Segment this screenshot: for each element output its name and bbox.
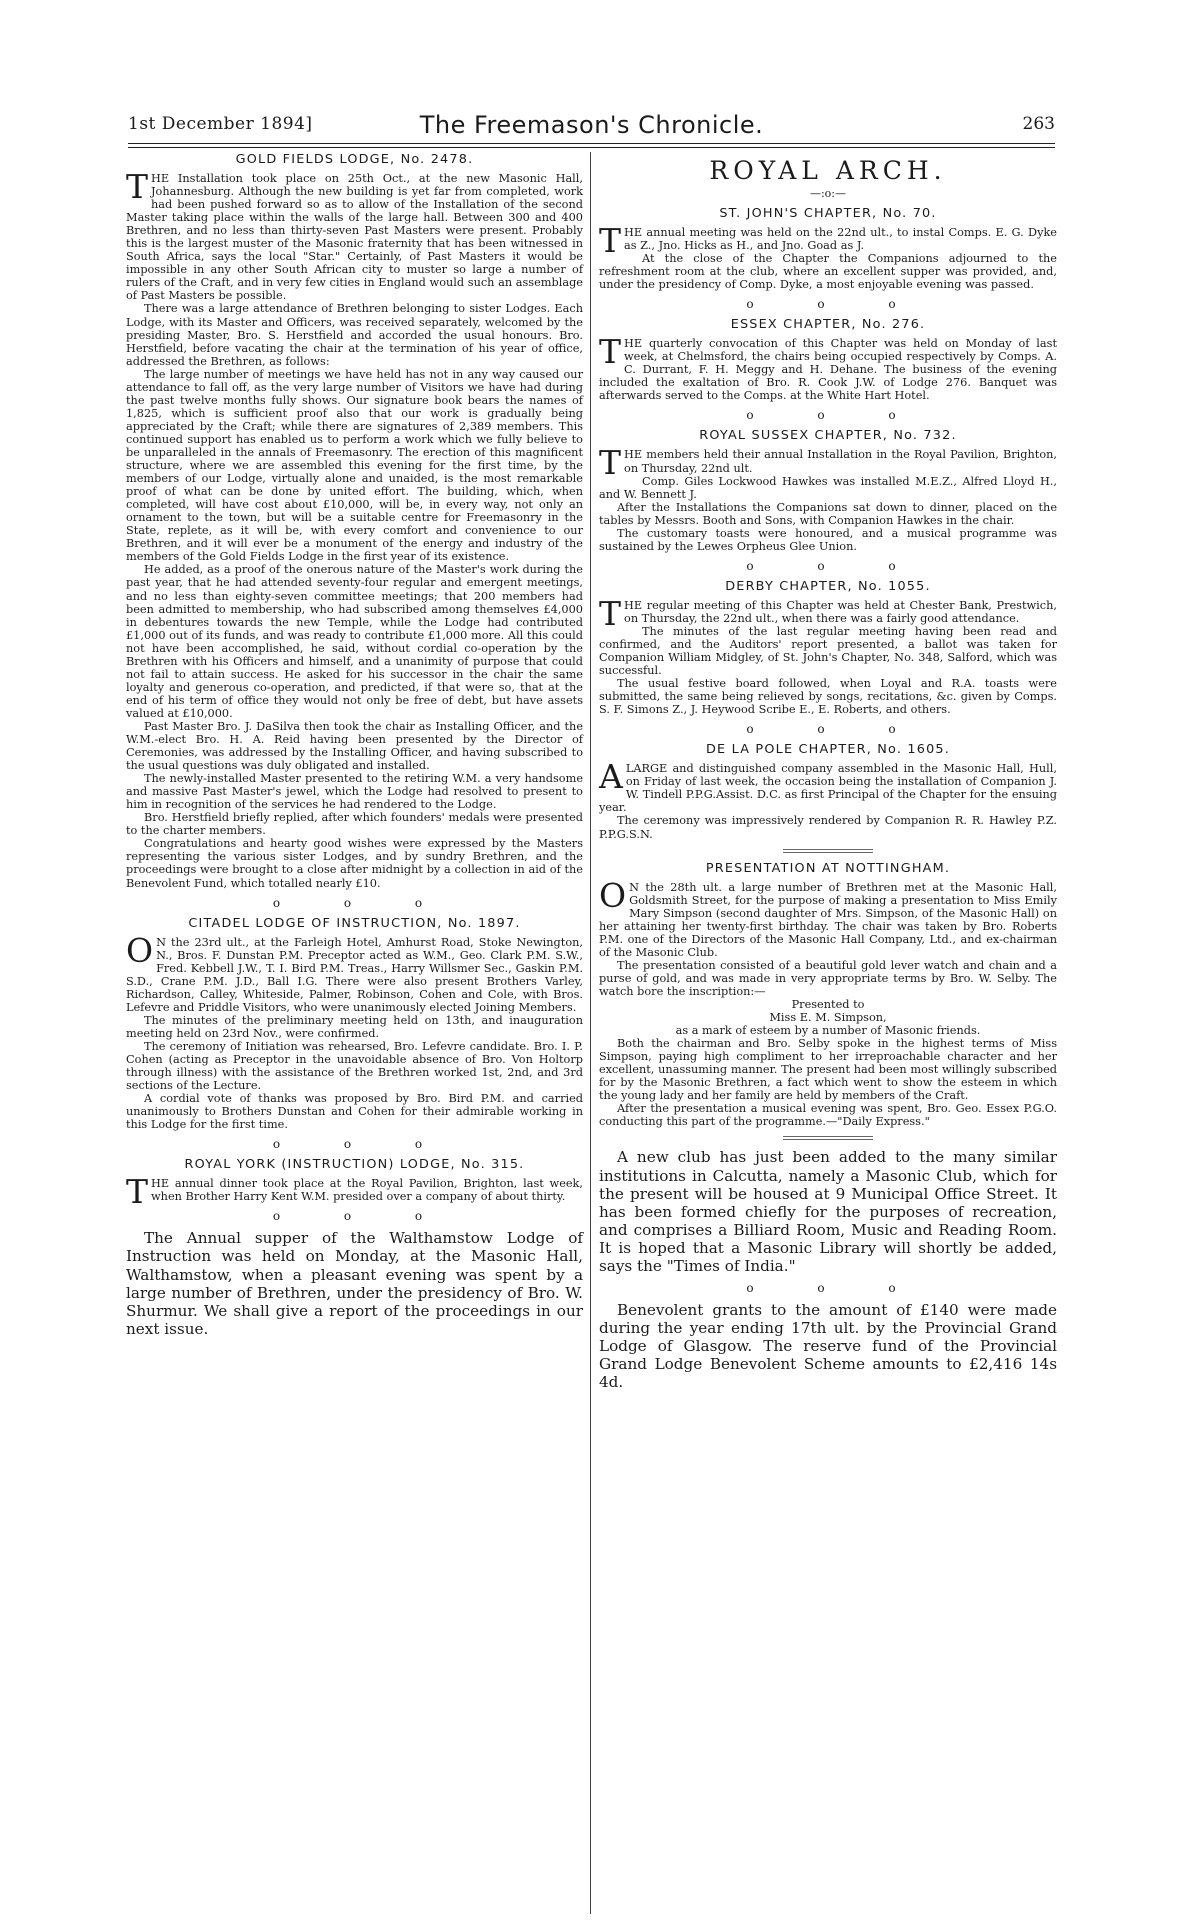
article-paragraph: ALARGE and distinguished company assembled in the Masonic Hall, Hull, on Friday of last week, the occasion being the installation of Companion J. W. Tindell P.P.G.Assist. D.C. as first Principal of the Chapter for the ensuing year. <box>599 757 1057 815</box>
article-calcutta-club <box>599 1148 1057 1275</box>
section-rule <box>783 1136 873 1140</box>
article-benevolent-grants <box>599 1301 1057 1391</box>
drop-cap: O <box>599 875 627 915</box>
article-paragraph: Bro. Herstfield briefly replied, after which founders' medals were presented to the charter members. <box>126 811 583 838</box>
article-paragraph: The Annual supper of the Walthamstow Lodge of Instruction was held on Monday, at the Masonic Hall, Walthamstow, when a pleasant evening was spent by a large number of Brethren, under the presidency of Bro. W. Shurmur. We shall give a report of the proceedings in our next issue. <box>126 1229 583 1338</box>
inscription-line: Presented to <box>791 997 865 1011</box>
article-essex-chapter <box>599 317 1057 402</box>
article-paragraph: There was a large attendance of Brethren belonging to sister Lodges. Each Lodge, with its Master and Officers, was received separately, welcomed by the presiding Master, Bro. S. Herstfield and accorded the usual honours. Bro. Herstfield, before vacating the chair at the termination of his year of office, addressed the Brethren, as follows: <box>126 302 583 368</box>
article-royal-york-lodge <box>126 1157 583 1212</box>
header-rule-top <box>128 143 1055 144</box>
header-rule-bottom <box>128 147 1055 148</box>
section-separator: o o o <box>746 297 926 312</box>
article-paragraph: The presentation consisted of a beautiful gold lever watch and chain and a purse of gold, and was made in very appropriate terms by Bro. W. Selby. The watch bore the inscription:— <box>599 958 1057 998</box>
article-derby-chapter <box>599 579 1057 716</box>
article-paragraph: He added, as a proof of the onerous nature of the Master's work during the past year, that he had attended seventy-four regular and emergent meetings, and no less than eighty-seven committee meetings; that 200 members had been admitted to membership, who had subscribed among themselves £4,000 in debentures towards the new Temple, while the Lodge had contributed £1,000 out of its funds, and was ready to contribute £1,000 more. All this could not have been accomplished, he said, without cordial co-operation by the Brethren with his Officers and himself, and a unanimity of purpose that could not fail to attain success. He asked for his successor in the chair the same loyalty and generous co-operation, and predicted, if that were so, that at the end of his term of office they would not only be free of debt, but have assets valued at £10,000. <box>126 563 583 720</box>
article-paragraph: At the close of the Chapter the Companions adjourned to the refreshment room at the club, where an excellent supper was provided, and, under the presidency of Comp. Dyke, a most enjoyable evening was passed. <box>599 252 1057 292</box>
article-paragraph: THE annual dinner took place at the Royal Pavilion, Brighton, last week, when Brother Harry Kent W.M. presided over a company of about thirty. <box>126 1172 583 1212</box>
section-separator: o o o <box>746 1280 926 1295</box>
article-paragraph: After the presentation a musical evening was spent, Bro. Geo. Essex P.G.O. conducting this part of the programme.—"Daily Express." <box>599 1102 1057 1129</box>
section-rule <box>783 849 873 853</box>
article-heading: ESSEX CHAPTER, No. 276. <box>730 317 926 333</box>
article-paragraph: The minutes of the last regular meeting having been read and confirmed, and the Auditors' report presented, a ballot was taken for Companion William Midgley, of St. John's Chapter, No. 348, Salford, which was successful. <box>599 624 1057 678</box>
article-paragraph: THE Installation took place on 25th Oct., at the new Masonic Hall, Johannesburg. Although the new building is yet far from completed, work had been pushed forward so as to allow of the Installation of the second Master taking place within the walls of the large hall. Between 300 and 400 Brethren, and no less than thirty-seven Past Masters were present. Probably this is the largest muster of the Masonic fraternity that has been witnessed in South Africa, says the local "Star." Certainly, of Past Masters it would be impossible in any other South African city to muster so large a number of rulers of the Craft, and in very few cities in England would such an assemblage of Past Masters be possible. <box>126 167 583 303</box>
article-paragraph: Congratulations and hearty good wishes were expressed by the Masters representing the various sister Lodges, and by sundry Brethren, and the proceedings were brought to a close after midnight by a collection in aid of the Benevolent Fund, which totalled nearly £10. <box>126 837 583 890</box>
drop-cap: T <box>126 1172 149 1212</box>
article-citadel-lodge <box>126 916 583 1132</box>
article-royal-sussex-chapter <box>599 428 1057 552</box>
drop-cap: T <box>126 167 149 206</box>
article-presentation-nottingham <box>599 861 1057 1129</box>
section-separator: o o o <box>746 408 926 423</box>
article-paragraph: Past Master Bro. J. DaSilva then took the chair as Installing Officer, and the W.M.-elect Bro. H. A. Reid having been presented by the Director of Ceremonies, was addressed by the Installing Officer, and having subscribed to the usual questions was duly obligated and installed. <box>126 719 583 773</box>
article-de-la-pole-chapter <box>599 742 1057 840</box>
page-number: 263 <box>1022 114 1055 134</box>
article-paragraph: THE quarterly convocation of this Chapter was held on Monday of last week, at Chelmsford, the chairs being occupied respectively by Comps. A. C. Durrant, F. H. Meggy and H. Dehane. The business of the evening included the exaltation of Bro. R. Cook J.W. of Lodge 276. Banquet was afterwards served to the Comps. at the White Hart Hotel. <box>599 332 1057 403</box>
inscription-line: Miss E. M. Simpson, <box>769 1011 887 1025</box>
article-heading: CITADEL LODGE OF INSTRUCTION, No. 1897. <box>188 915 521 931</box>
column-divider <box>590 152 591 1914</box>
article-heading: ROYAL YORK (INSTRUCTION) LODGE, No. 315. <box>184 1157 525 1173</box>
article-heading: PRESENTATION AT NOTTINGHAM. <box>705 860 951 876</box>
section-separator: o o o <box>272 1137 453 1152</box>
article-st-johns-chapter <box>599 206 1057 291</box>
article-paragraph: The ceremony of Initiation was rehearsed, Bro. Lefevre candidate. Bro. I. P. Cohen (acting as Preceptor in the unavoidable absence of Bro. Von Holtorp through illness) with the assistance of the Brethren worked 1st, 2nd, and 3rd sections of the Lecture. <box>126 1039 583 1093</box>
drop-cap: T <box>599 332 622 372</box>
section-separator: o o o <box>746 558 926 573</box>
article-heading: ROYAL SUSSEX CHAPTER, No. 732. <box>699 428 957 444</box>
inscription-line: as a mark of esteem by a number of Masonic friends. <box>675 1024 981 1038</box>
article-paragraph: Comp. Giles Lockwood Hawkes was installed M.E.Z., Alfred Lloyd H., and W. Bennett J. <box>599 474 1057 501</box>
article-heading: GOLD FIELDS LODGE, No. 2478. <box>235 152 474 167</box>
page-header <box>128 111 1055 139</box>
section-separator: o o o <box>272 1209 453 1224</box>
drop-cap: T <box>599 593 622 633</box>
article-paragraph: The usual festive board followed, when Loyal and R.A. toasts were submitted, the same being relieved by songs, recitations, &c. given by Comps. S. F. Simons Z., J. Heywood Scribe E., E. Roberts, and others. <box>599 677 1057 717</box>
article-paragraph: The newly-installed Master presented to the retiring W.M. a very handsome and massive Past Master's jewel, which the Lodge had resolved to present to him in recognition of the services he had rendered to the Lodge. <box>126 772 583 812</box>
article-paragraph: Both the chairman and Bro. Selby spoke in the highest terms of Miss Simpson, paying high compliment to her irreproachable character and her excellent, unassuming manner. The present had been most willingly subscribed for by the Masonic Brethren, a fact which went to show the esteem in which the young lady and her family are held by members of the Craft. <box>599 1037 1057 1103</box>
drop-cap: T <box>599 221 622 260</box>
article-paragraph: THE regular meeting of this Chapter was held at Chester Bank, Prestwich, on Thursday, the 22nd ult., when there was a fairly good attendance. <box>599 593 1057 633</box>
article-paragraph: The customary toasts were honoured, and a musical programme was sustained by the Lewes Orpheus Glee Union. <box>599 526 1057 553</box>
article-paragraph: After the Installations the Companions sat down to dinner, placed on the tables by Messrs. Booth and Sons, with Companion Hawkes in the chair. <box>599 500 1057 527</box>
section-separator: o o o <box>272 895 453 910</box>
section-title: ROYAL ARCH. <box>709 156 947 185</box>
article-gold-fields-lodge <box>126 152 583 890</box>
right-column <box>599 152 1057 1391</box>
drop-cap: A <box>599 757 623 797</box>
article-paragraph: The large number of meetings we have held has not in any way caused our attendance to fall off, as the very large number of Visitors we have had during the past twelve months fully shows. Our signature book bears the names of 1,825, which is sufficient proof also that our work is gradually being appreciated by the Craft; while there are signatures of 2,389 members. This continued support has enabled us to perform a work which we fully believe to be unparalleled in the annals of Freemasonry. The erection of this magnificent structure, where we are assembled this evening for the first time, by the members of our Lodge, virtually alone and unaided, is the most remarkable proof of what can be done by united effort. The building, which, when completed, will have cost about £10,000, will be, in every way, not only an ornament to the town, but will be a suitable centre for Freemasonry in the State, replete, as it will be, with every comfort and convenience to our Brethren, and it will ever be a monument of the energy and industry of the members of the Gold Fields Lodge in the first year of its existence. <box>126 367 583 564</box>
article-paragraph: O N the 23rd ult., at the Farleigh Hotel, Amhurst Road, Stoke Newington, N., Bros. F. Dunstan P.M. Preceptor acted as W.M., Geo. Clark P.M. S.W., Fred. Kebbell J.W., T. I. Bird P.M. Treas., Harry Willsmer Sec., Gaskin P.M. S.D., Crane P.M. J.D., Ball I.G. There were also present Brothers Varley, Richardson, Calley, Whiteside, Palmer, Robinson, Cohen and Cole, with Bros. Lefevre and Priddle Visitors, who were unanimously elected Joining Members. <box>126 930 583 1014</box>
article-paragraph: O N the 28th ult. a large number of Brethren met at the Masonic Hall, Goldsmith Street, for the purpose of making a presentation to Miss Emily Mary Simpson (second daughter of Mrs. Simpson, of the Masonic Hall) on her attaining her twenty-first birthday. The chair was taken by Bro. Roberts P.M. one of the Directors of the Masonic Hall Company, Ltd., and ex-chairman of the Masonic Club. <box>599 875 1057 959</box>
article-heading: ST. JOHN'S CHAPTER, No. 70. <box>719 206 937 221</box>
section-separator: o o o <box>746 722 926 737</box>
article-paragraph: The minutes of the preliminary meeting held on 13th, and inauguration meeting held on 23rd Nov., were confirmed. <box>126 1013 583 1040</box>
article-paragraph: THE annual meeting was held on the 22nd ult., to instal Comps. E. G. Dyke as Z., Jno. Hicks as H., and Jno. Goad as J. <box>599 221 1057 260</box>
publication-title: The Freemason's Chronicle. <box>419 111 764 139</box>
article-paragraph: THE members held their annual Installation in the Royal Pavilion, Brighton, on Thursday, 22nd ult. <box>599 443 1057 483</box>
drop-cap: O <box>126 930 154 970</box>
article-paragraph: A cordial vote of thanks was proposed by Bro. Bird P.M. and carried unanimously to Brothers Dunstan and Cohen for their admirable working in this Lodge for the first time. <box>126 1092 583 1132</box>
article-heading: DE LA POLE CHAPTER, No. 1605. <box>705 742 951 758</box>
issue-date: 1st December 1894] <box>128 114 313 134</box>
left-column <box>126 152 583 1338</box>
drop-cap: T <box>599 443 622 483</box>
section-ornament: —:o:— <box>809 187 847 200</box>
article-heading: DERBY CHAPTER, No. 1055. <box>725 578 931 594</box>
article-walthamstow <box>126 1229 583 1337</box>
article-paragraph: The ceremony was impressively rendered by Companion R. R. Hawley P.Z. P.P.G.S.N. <box>599 814 1057 841</box>
article-paragraph: Benevolent grants to the amount of £140 were made during the year ending 17th ult. by the Provincial Grand Lodge of Glasgow. The reserve fund of the Provincial Grand Lodge Benevolent Scheme amounts to £2,416 14s 4d. <box>599 1300 1057 1392</box>
article-paragraph: A new club has just been added to the many similar institutions in Calcutta, namely a Masonic Club, which for the present will be housed at 9 Municipal Office Street. It has been formed chiefly for the purposes of recreation, and comprises a Billiard Room, Music and Reading Room. It is hoped that a Masonic Library will shortly be added, says the "Times of India." <box>599 1148 1057 1275</box>
